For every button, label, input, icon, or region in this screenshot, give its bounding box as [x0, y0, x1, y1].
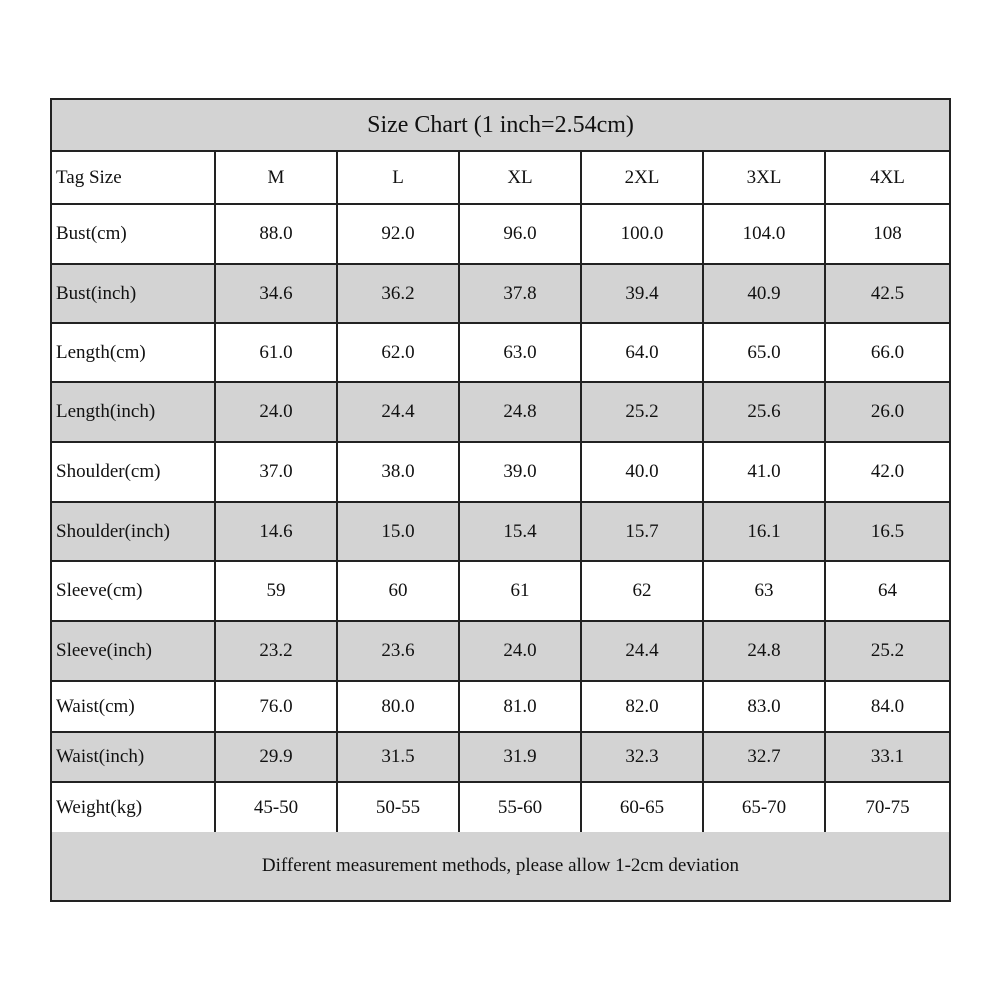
table-cell: 37.0: [215, 442, 337, 502]
table-cell: 104.0: [703, 204, 825, 264]
table-cell: 82.0: [581, 681, 703, 732]
table-row: [52, 732, 949, 782]
table-cell: 59: [215, 561, 337, 621]
table-row: [52, 264, 949, 323]
table-cell: 65.0: [703, 323, 825, 382]
table-cell: 80.0: [337, 681, 459, 732]
table-row: [52, 561, 949, 621]
table-cell: 55-60: [459, 782, 581, 833]
size-header: XL: [459, 152, 581, 204]
row-label: Waist(cm): [52, 681, 215, 732]
size-header: M: [215, 152, 337, 204]
deviation-note: Different measurement methods, please allow 1-2cm deviation: [52, 832, 949, 900]
table-cell: 25.6: [703, 382, 825, 442]
table-cell: 60-65: [581, 782, 703, 833]
table-cell: 15.0: [337, 502, 459, 561]
table-cell: 39.4: [581, 264, 703, 323]
table-cell: 42.0: [825, 442, 949, 502]
table-cell: 40.9: [703, 264, 825, 323]
table-cell: 23.6: [337, 621, 459, 681]
table-cell: 50-55: [337, 782, 459, 833]
table-cell: 64.0: [581, 323, 703, 382]
row-label: Length(cm): [52, 323, 215, 382]
table-cell: 24.8: [459, 382, 581, 442]
table-cell: 66.0: [825, 323, 949, 382]
table-cell: 45-50: [215, 782, 337, 833]
table-cell: 40.0: [581, 442, 703, 502]
table-cell: 63: [703, 561, 825, 621]
table-cell: 24.0: [215, 382, 337, 442]
table-cell: 24.4: [337, 382, 459, 442]
table-cell: 76.0: [215, 681, 337, 732]
table-row: [52, 782, 949, 833]
size-header: 4XL: [825, 152, 949, 204]
table-cell: 84.0: [825, 681, 949, 732]
size-header: 2XL: [581, 152, 703, 204]
row-label: Sleeve(inch): [52, 621, 215, 681]
table-cell: 96.0: [459, 204, 581, 264]
chart-title: Size Chart (1 inch=2.54cm): [52, 100, 949, 152]
table-cell: 39.0: [459, 442, 581, 502]
size-header: L: [337, 152, 459, 204]
table-cell: 24.4: [581, 621, 703, 681]
table-cell: 32.3: [581, 732, 703, 782]
row-label: Shoulder(inch): [52, 502, 215, 561]
table-row: [52, 442, 949, 502]
table-cell: 61.0: [215, 323, 337, 382]
table-cell: 41.0: [703, 442, 825, 502]
table-cell: 31.9: [459, 732, 581, 782]
table-cell: 24.0: [459, 621, 581, 681]
table-cell: 83.0: [703, 681, 825, 732]
size-chart: [50, 98, 951, 902]
table-cell: 65-70: [703, 782, 825, 833]
header-label: Tag Size: [52, 152, 215, 204]
table-cell: 38.0: [337, 442, 459, 502]
table-cell: 64: [825, 561, 949, 621]
table-cell: 36.2: [337, 264, 459, 323]
row-label: Length(inch): [52, 382, 215, 442]
table-cell: 60: [337, 561, 459, 621]
table-cell: 25.2: [581, 382, 703, 442]
row-label: Bust(inch): [52, 264, 215, 323]
table-cell: 42.5: [825, 264, 949, 323]
table-cell: 15.7: [581, 502, 703, 561]
table-cell: 62: [581, 561, 703, 621]
table-cell: 108: [825, 204, 949, 264]
table-cell: 32.7: [703, 732, 825, 782]
table-cell: 34.6: [215, 264, 337, 323]
header-row: [52, 152, 949, 204]
row-label: Weight(kg): [52, 782, 215, 833]
table-cell: 14.6: [215, 502, 337, 561]
table-cell: 24.8: [703, 621, 825, 681]
table-row: [52, 502, 949, 561]
row-label: Bust(cm): [52, 204, 215, 264]
table-cell: 100.0: [581, 204, 703, 264]
table-cell: 70-75: [825, 782, 949, 833]
table-row: [52, 382, 949, 442]
table-row: [52, 681, 949, 732]
row-label: Sleeve(cm): [52, 561, 215, 621]
table-cell: 62.0: [337, 323, 459, 382]
size-header: 3XL: [703, 152, 825, 204]
table-cell: 16.1: [703, 502, 825, 561]
table-cell: 88.0: [215, 204, 337, 264]
table-cell: 63.0: [459, 323, 581, 382]
table-cell: 33.1: [825, 732, 949, 782]
table-cell: 37.8: [459, 264, 581, 323]
size-table: [52, 152, 949, 834]
row-label: Shoulder(cm): [52, 442, 215, 502]
table-cell: 29.9: [215, 732, 337, 782]
table-cell: 15.4: [459, 502, 581, 561]
table-cell: 23.2: [215, 621, 337, 681]
table-row: [52, 621, 949, 681]
table-cell: 61: [459, 561, 581, 621]
table-cell: 25.2: [825, 621, 949, 681]
table-row: [52, 204, 949, 264]
table-cell: 92.0: [337, 204, 459, 264]
table-cell: 81.0: [459, 681, 581, 732]
row-label: Waist(inch): [52, 732, 215, 782]
table-cell: 16.5: [825, 502, 949, 561]
table-cell: 26.0: [825, 382, 949, 442]
table-cell: 31.5: [337, 732, 459, 782]
table-row: [52, 323, 949, 382]
